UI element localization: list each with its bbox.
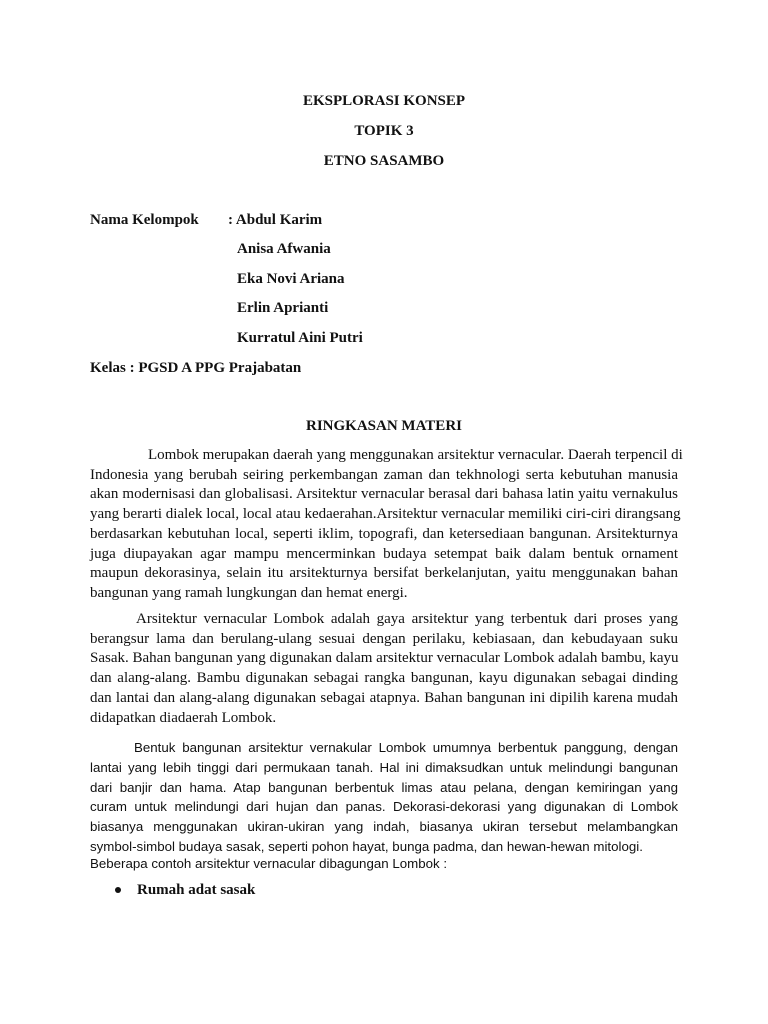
paragraph-line: maupun dekorasinya, selain itu arsitekturnya bersifat berkelanjutan, yaitu menggunakan bahan [90,565,678,582]
paragraph-line: symbol-simbol budaya sasak, seperti pohon hayat, bunga padma, dan hewan-hewan mitologi. [90,838,643,854]
paragraph-line: berangsur lama dan berulang-ulang sesuai dengan perilaku, kebiasaan, dan kebudayaan suku [90,630,678,647]
paragraph-line: dari banjir dan hama. Atap bangunan berbentuk limas atau pelana, dengan kemiringan yang [90,779,678,795]
paragraph-line: curam untuk melindungi dari hujan dan panas. Dekorasi-dekorasi yang digunakan di Lombok [90,799,678,815]
bullet-icon [115,887,121,893]
paragraph-3 [90,738,678,857]
class-line: Kelas : PGSD A PPG Prajabatan [90,360,302,376]
topic-name: ETNO SASAMBO [323,153,445,169]
paragraph-2 [90,610,678,728]
paragraph-line: akan modernisasi dan globalisasi. Arsitektur vernacular berasal dari bahasa latin yaitu vernakulus [90,486,678,503]
group-member-first: : Abdul Karim [228,212,323,228]
paragraph-line: bangunan yang ramah lungkungan dan hemat energi. [90,584,408,601]
paragraph-line: yang berarti dialek local, local atau kedaerahan.Arsitektur vernacular memiliki ciri-ciri dirangsang [90,506,681,523]
paragraph-1 [90,446,683,604]
paragraph-line: dan alang-alang. Bambu digunakan sebagai rangka bangunan, kayu digunakan sebagai dinding [90,670,678,687]
paragraph-line: Indonesia yang berubah seiring perkembangan zaman dan tekhnologi serta kebutuhan manusia [90,466,678,483]
topic-number: TOPIK 3 [354,123,414,139]
document-title: EKSPLORASI KONSEP [302,93,466,109]
paragraph-line: biasanya menggunakan ukiran-ukiran yang indah, biasanya ukiran tersebut melambangkan [90,819,678,835]
paragraph-line: dan lantai dan alang-alang digunakan sebagai atapnya. Bahan bangunan ini dipilih karena mudah [90,689,678,706]
paragraph-line: didapatkan diadaerah Lombok. [90,709,277,726]
group-member: Kurratul Aini Putri [237,330,363,346]
group-member: Anisa Afwania [237,241,331,257]
paragraph-line: Beberapa contoh arsitektur vernacular dibagungan Lombok : [90,856,448,871]
paragraph-line: Bentuk bangunan arsitektur vernakular Lombok umumnya berbentuk panggung, dengan [134,740,678,755]
paragraph-line: Arsitektur vernacular Lombok adalah gaya arsitektur yang terbentuk dari proses yang [136,611,678,627]
paragraph-4 [90,854,678,874]
paragraph-line: Lombok merupakan daerah yang menggunakan arsitektur vernacular. Daerah terpencil di [148,447,683,463]
group-member: Erlin Aprianti [237,300,329,316]
paragraph-line: Sasak. Bahan bangunan yang digunakan dalam arsitektur vernacular Lombok adalah bambu, kayu [90,650,679,667]
section-title: RINGKASAN MATERI [306,418,462,434]
paragraph-line: lantai yang lebih tinggi dari permukaan tanah. Hal ini dimaksudkan untuk melindungi bangunan [90,759,678,775]
group-label: Nama Kelompok [90,212,199,228]
paragraph-line: juga diupayakan agar mampu mencerminkan budaya setempat baik dalam bentuk ornament [90,545,678,562]
group-member: Eka Novi Ariana [237,271,345,287]
bullet-item-label: Rumah adat sasak [137,882,256,898]
paragraph-line: berdasarkan kebutuhan local, seperti iklim, topografi, dan ketersediaan bangunan. Arsitekturnya [90,525,678,542]
